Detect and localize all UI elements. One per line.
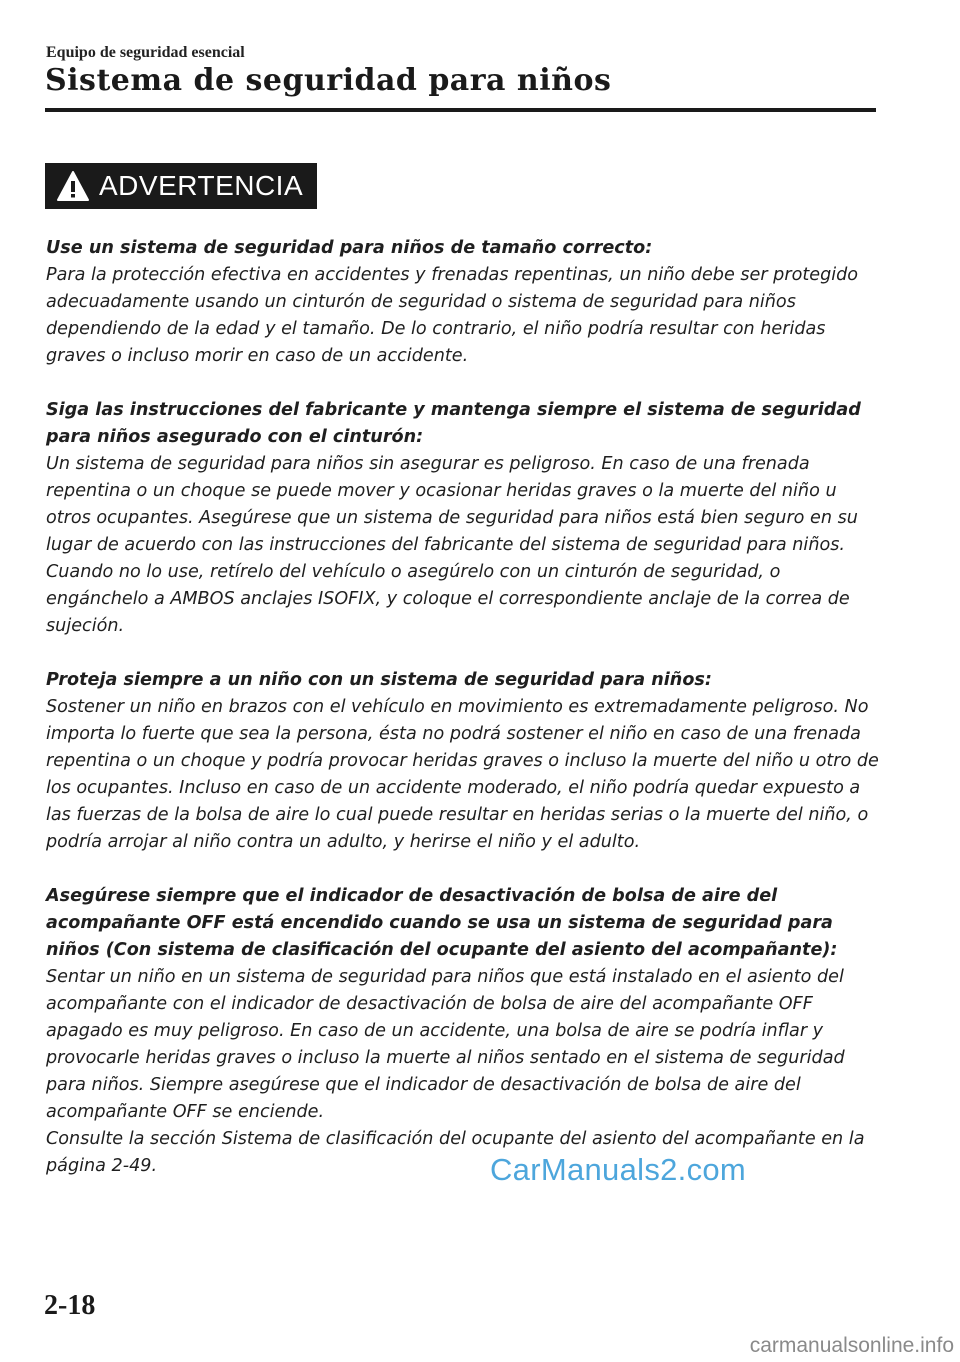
warning-heading: Siga las instrucciones del fabricante y mantenga siempre el sistema de seguridad para niños asegurado con el cinturón:: [46, 400, 861, 447]
warning-heading: Asegúrese siempre que el indicador de desactivación de bolsa de aire del acompañante OFF está encendido cuando se usa un sistema de seguridad para niños (Con sistema de clasificación del ocupante del asiento del acompañante):: [46, 886, 838, 960]
warning-body: Sentar un niño en un sistema de seguridad para niños que está instalado en el asiento del acompañante con el indicador de desactivación de bolsa de aire del acompañante OFF apagado es muy peligroso. En caso de un accidente, una bolsa de aire se podría inflar y provocarle heridas graves o incluso la muerte al niños sentado en el sistema de seguridad para niños. Siempre asegúrese que el indicador de desactivación de bolsa de aire del acompañante OFF se enciende.: [46, 967, 845, 1122]
warning-block: [46, 235, 880, 370]
footer-watermark: carmanualsonline.info: [749, 1334, 954, 1357]
title-rule: [45, 108, 876, 112]
warning-heading: Proteja siempre a un niño con un sistema de seguridad para niños:: [46, 670, 712, 690]
page-number: 2-18: [44, 1290, 96, 1321]
warnings-list: [46, 235, 880, 1207]
warning-block: [46, 667, 880, 856]
warning-block: [46, 397, 880, 640]
warning-body-reference: Consulte la sección Sistema de clasificación del ocupante del asiento del acompañante en la página 2-49.: [46, 1129, 865, 1176]
watermark: CarManuals2.com: [490, 1152, 747, 1187]
warning-body: Para la protección efectiva en accidentes y frenadas repentinas, un niño debe ser protegido adecuadamente usando un cinturón de seguridad o sistema de seguridad para niños dependiendo de la edad y el tamaño. De lo contrario, el niño podría resultar con heridas graves o incluso morir en caso de un accidente.: [46, 265, 859, 366]
warning-triangle-icon: [55, 168, 91, 204]
warning-heading: Use un sistema de seguridad para niños de tamaño correcto:: [46, 238, 653, 258]
page-title: Sistema de seguridad para niños: [45, 63, 612, 98]
warning-body: Sostener un niño en brazos con el vehículo en movimiento es extremadamente peligroso. No importa lo fuerte que sea la persona, ésta no podrá sostener el niño en caso de una frenada repentina o un choque y podría provocar heridas graves o incluso la muerte del niño u otro de los ocupantes. Incluso en caso de un accidente moderado, el niño podría quedar expuesto a las fuerzas de la bolsa de aire lo cual puede resultar en heridas serias o la muerte del niño, o podría arrojar al niño contra un adulto, y herirse el niño y el adulto.: [46, 697, 879, 852]
warning-body: Un sistema de seguridad para niños sin asegurar es peligroso. En caso de una frenada repentina o un choque se puede mover y ocasionar heridas graves o la muerte del niño u otros ocupantes. Asegúrese que un sistema de seguridad para niños está bien seguro en su lugar de acuerdo con las instrucciones del fabricante del sistema de seguridad para niños. Cuando no lo use, retírelo del vehículo o asegúrelo con un cinturón de seguridad, o engánchelo a AMBOS anclajes ISOFIX, y coloque el correspondiente anclaje de la correa de sujeción.: [46, 454, 858, 636]
warning-banner: [45, 163, 317, 209]
warning-label: ADVERTENCIA: [99, 170, 304, 201]
warning-block: [46, 883, 880, 1180]
section-kicker: Equipo de seguridad esencial: [46, 44, 245, 61]
